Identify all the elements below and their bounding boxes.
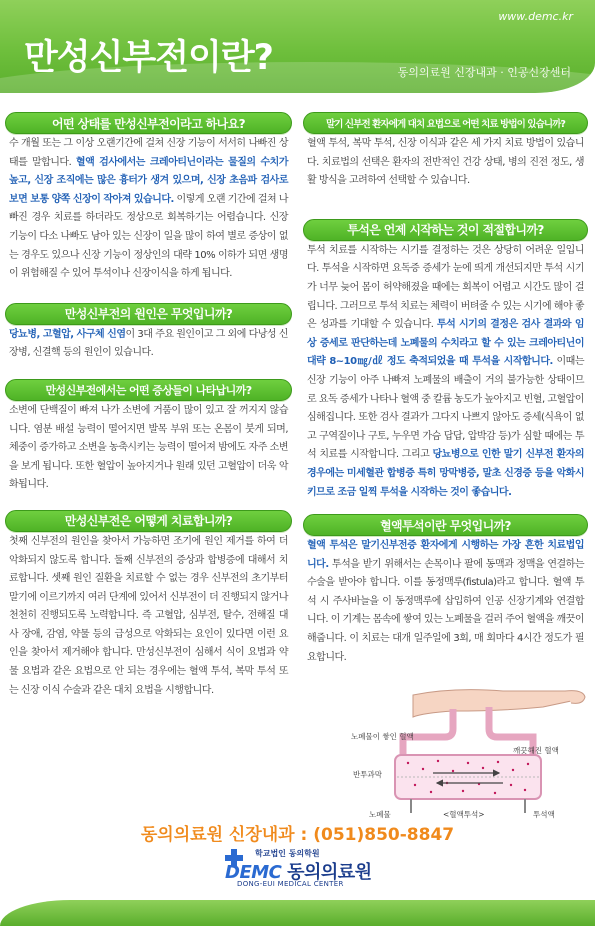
highlight-span: 당뇨병, 고혈압, 사구체 신염 — [9, 328, 126, 340]
label-clean-blood: 깨끗해진 혈액 — [513, 746, 559, 756]
section-title: 만성신부전은 어떻게 치료합니까? — [5, 510, 292, 532]
text-span: 소변에 단백질이 빠져 나가 소변에 거품이 많이 있고 잘 꺼지지 않습니다. 염분 배설 능력이 떨어지면 발목 부위 또는 온몸이 붓게 되며, 체중이 증가하고 소변을 농축시키는 능력이 떨어져 밤에도 자주 소변을 보게 됩니다. 또한 혈압이 높아지거나 원래 있던 고혈압이 더욱 악화됩니다. — [9, 404, 288, 491]
label-waste: 노폐물 — [369, 810, 391, 820]
section-title: 말기 신부전 환자에게 대치 요법으로 어떤 치료 방법이 있습니까? — [303, 112, 588, 134]
contact-phone: 동의의료원 신장내과 : (051)850-8847 — [140, 825, 455, 845]
section-body — [303, 241, 588, 502]
hemodialysis-diagram — [303, 677, 588, 822]
header-subtitle: 동의의료원 신장내과 · 인공신장센터 — [397, 66, 571, 79]
text-span: 이 3대 주요 원인이고 그 외에 다낭성 신장병, 신결핵 등의 원인이 있습니다. — [9, 328, 288, 359]
section-title: 만성신부전의 원인은 무엇입니까? — [5, 303, 292, 325]
logo-foundation: 학교법인 동의학원 — [255, 849, 320, 858]
text-span: 첫째 신부전의 원인을 찾아서 가능하면 조기에 원인 제거를 하여 더 악화되지 않도록 합니다. 둘째 신부전의 증상과 합병증에 대해서 치료합니다. 셋째 원인 질환을 치료할 수 없는 경우 신부전의 초기부터 말기에 이르기까지 여러 단계에 있어서 신부전이 더 진행되지 않거나 천천히 진행되도록 노력합니다. 즉 고혈압, 심부전, 탈수, 전해질 대사 장애, 감염, 약물 등의 급성으로 악화되는 요인이 있다면 이런 요인을 찾아서 제거해야 합니다. 만성신부전이 심해서 식이 요법과 약물 요법과 같은 요법으로 안 되는 경우에는 혈액 투석, 복막 투석 또는 신장 이식 수술과 같은 대치 요법을 시행합니다. — [9, 535, 288, 696]
arm-illustration — [413, 690, 572, 717]
dialyzer — [395, 755, 541, 799]
right-column — [303, 112, 588, 822]
label-hemodialysis: <혈액투석> — [443, 810, 485, 820]
highlight-span: 투석 시기의 결정은 검사 결과와 임상 증세로 판단하는데 노폐물의 수치라고 할 수 있는 크레아티닌이 대략 8~10㎎/㎗ 정도 축적되었을 때 투석을 시작합니다. — [307, 319, 584, 368]
text-span: 수 개월 또는 그 이상 오랜기간에 걸쳐 신장 기능이 서서히 나빠진 상태를 말합니다. — [9, 138, 288, 168]
highlight-span: 혈액 투석은 말기신부전증 환자에게 시행하는 가장 흔한 치료법입니다. — [307, 540, 584, 570]
section-title: 혈액투석이란 무엇입니까? — [303, 514, 588, 536]
section-body — [303, 536, 588, 667]
highlight-span: 혈액 검사에서는 크레아티닌이라는 물질의 수치가 높고, 신장 조직에는 많은 흉터가 생겨 있으며, 신장 초음파 검사로 보면 보통 양쪽 신장이 작아져 있습니다. — [9, 156, 288, 205]
label-membrane: 반투과막 — [353, 770, 382, 780]
text-span: 투석을 받기 위해서는 손목이나 팔에 동맥과 정맥을 연결하는 수술을 받아야 합니다. 이를 동정맥루(fistula)라고 합니다. 혈액 투석 시 주사바늘을 이 동정맥루에 삽입하여 인공 신장기계와 연결합니다. 이 기계는 몸속에 쌓여 있는 노폐물을 걸러 주어 혈액을 깨끗이 해줍니다. 이 치료는 대개 일주일에 3회, 매 회마다 4시간 정도가 필요합니다. — [307, 558, 584, 663]
section-body — [5, 134, 292, 284]
highlight-span: 당뇨병으로 인한 말기 신부전 환자의 경우에는 미세혈관 합병증 특히 망막병증, 말초 신경증 등을 악화시키므로 조금 일찍 투석을 시작하는 것이 좋습니다. — [307, 449, 584, 498]
hospital-logo — [225, 847, 370, 891]
header-banner — [0, 0, 595, 93]
section-title: 투석은 언제 시작하는 것이 적절합니까? — [303, 219, 588, 241]
section-body — [5, 401, 292, 495]
text-span: 투석 치료를 시작하는 시기를 결정하는 것은 상당히 어려운 일입니다. 투석을 시작하면 요독증 증세가 눈에 띄게 개선되지만 투석 시기가 너무 늦어 몸이 허약해졌을 때에는 회복이 어렵고 시간도 많이 걸립니다. 그러므로 투석 치료는 체력이 버텨줄 수 있는 시기에 해야 좋은 성과를 기대할 수 있습니다. — [307, 244, 584, 331]
footer-bar — [0, 900, 595, 926]
label-dialysate: 투석액 — [533, 810, 555, 820]
logo-english-name: DONG-EUI MEDICAL CENTER — [237, 880, 344, 888]
label-waste-blood: 노폐물이 쌓인 혈액 — [351, 732, 414, 742]
logo-korean-name: 동의의료원 — [287, 862, 372, 883]
left-column — [5, 112, 292, 700]
site-url[interactable]: www.demc.kr — [498, 10, 573, 23]
text-span: 이렇게 오랜 기간에 걸쳐 나빠진 경우 치료를 하더라도 정상으로 회복하기는 어렵습니다. 신장 기능이 다소 나빠도 남아 있는 신장이 일을 많이 하여 별로 증상이 없는 경우도 있으나 신장 기능이 정상인의 대략 10% 이하가 되면 생명이 위험해질 수 있어 투석이나 신장이식을 하게 됩니다. — [9, 193, 288, 280]
text-span: 혈액 투석, 복막 투석, 신장 이식과 같은 세 가지 치료 방법이 있습니다. 치료법의 선택은 환자의 전반적인 건강 상태, 병의 진전 정도, 생활 방식을 고려하여 선택할 수 있습니다. — [307, 138, 584, 187]
text-span: 이때는 신장 기능이 아주 나빠져 노폐물의 배출이 거의 불가능한 상태이므로 요독 증세가 나타나 혈액 중 칼륨 농도가 높아지고 빈혈, 고혈압이 심해집니다. 또한 검사 결과가 그다지 나쁘지 않아도 증세(식욕이 없고 구역질이나 구토, 누우면 가슴 답답, 압박감 등)가 심할 때에는 투석 치료를 시작합니다. 그리고 — [307, 356, 584, 461]
logo-demc: DEMC — [225, 862, 282, 883]
section-title: 어떤 상태를 만성신부전이라고 하나요? — [5, 112, 292, 134]
page-title: 만성신부전이란? — [24, 38, 273, 78]
section-body — [5, 325, 292, 363]
section-body — [5, 532, 292, 700]
section-body — [303, 134, 588, 191]
section-title: 만성신부전에서는 어떤 증상들이 나타납니까? — [5, 379, 292, 401]
hemodialysis-illustration — [303, 677, 588, 822]
